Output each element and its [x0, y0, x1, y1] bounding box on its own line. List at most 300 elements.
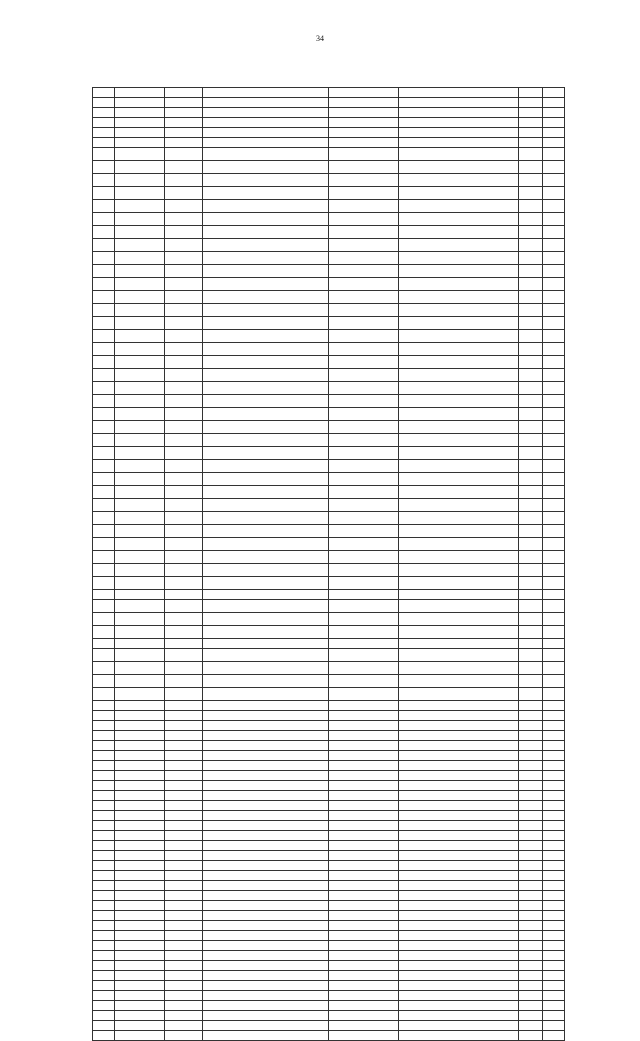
cell-month: [543, 1031, 565, 1041]
cell-no: [93, 408, 115, 421]
cell-no: [93, 801, 115, 811]
cell-no: [93, 317, 115, 330]
cell-work: [203, 304, 329, 317]
cell-month: [543, 200, 565, 213]
cell-month: [543, 138, 565, 148]
cell-month: [543, 369, 565, 382]
cell-no: [93, 551, 115, 564]
cell-no: [93, 512, 115, 525]
table-row: [93, 278, 565, 291]
cell-address: [329, 741, 399, 751]
table-row: [93, 881, 565, 891]
cell-no: [93, 343, 115, 356]
cell-work: [203, 781, 329, 791]
cell-address: [329, 981, 399, 991]
cell-month: [543, 639, 565, 649]
cell-work: [203, 473, 329, 486]
cell-district: [115, 382, 165, 395]
cell-no: [93, 841, 115, 851]
cell-work: [203, 577, 329, 590]
cell-address: [329, 821, 399, 831]
cell-settlement: [165, 551, 203, 564]
cell-no: [93, 675, 115, 688]
cell-year: [519, 613, 543, 626]
cell-work: [203, 138, 329, 148]
table-row: [93, 675, 565, 688]
cell-work: [203, 771, 329, 781]
cell-no: [93, 421, 115, 434]
cell-settlement: [165, 538, 203, 551]
cell-work: [203, 961, 329, 971]
cell-organization: [399, 330, 519, 343]
cell-settlement: [165, 317, 203, 330]
cell-year: [519, 721, 543, 731]
table-row: [93, 239, 565, 252]
table-row: [93, 108, 565, 118]
cell-address: [329, 512, 399, 525]
cell-address: [329, 831, 399, 841]
cell-no: [93, 128, 115, 138]
table-row: [93, 486, 565, 499]
table-row: [93, 538, 565, 551]
table-row: [93, 921, 565, 931]
cell-year: [519, 108, 543, 118]
table-row: [93, 941, 565, 951]
table-row: [93, 434, 565, 447]
cell-work: [203, 278, 329, 291]
cell-month: [543, 525, 565, 538]
cell-organization: [399, 434, 519, 447]
cell-organization: [399, 891, 519, 901]
cell-no: [93, 861, 115, 871]
cell-year: [519, 891, 543, 901]
cell-settlement: [165, 711, 203, 721]
cell-no: [93, 981, 115, 991]
cell-settlement: [165, 626, 203, 639]
cell-month: [543, 911, 565, 921]
cell-work: [203, 343, 329, 356]
cell-district: [115, 128, 165, 138]
cell-organization: [399, 741, 519, 751]
cell-district: [115, 577, 165, 590]
cell-address: [329, 187, 399, 200]
cell-month: [543, 1001, 565, 1011]
cell-work: [203, 408, 329, 421]
cell-month: [543, 252, 565, 265]
cell-settlement: [165, 473, 203, 486]
cell-address: [329, 771, 399, 781]
cell-district: [115, 901, 165, 911]
cell-organization: [399, 278, 519, 291]
cell-year: [519, 226, 543, 239]
cell-no: [93, 265, 115, 278]
cell-no: [93, 931, 115, 941]
page-number: 34: [316, 34, 324, 43]
cell-settlement: [165, 421, 203, 434]
cell-settlement: [165, 265, 203, 278]
cell-work: [203, 991, 329, 1001]
cell-address: [329, 98, 399, 108]
cell-settlement: [165, 148, 203, 161]
cell-month: [543, 711, 565, 721]
cell-no: [93, 891, 115, 901]
cell-district: [115, 148, 165, 161]
cell-year: [519, 118, 543, 128]
cell-address: [329, 148, 399, 161]
cell-address: [329, 265, 399, 278]
cell-district: [115, 499, 165, 512]
cell-no: [93, 831, 115, 841]
cell-year: [519, 1031, 543, 1041]
cell-address: [329, 564, 399, 577]
table-row: [93, 187, 565, 200]
cell-district: [115, 721, 165, 731]
cell-organization: [399, 851, 519, 861]
cell-address: [329, 226, 399, 239]
table-row: [93, 781, 565, 791]
cell-year: [519, 564, 543, 577]
cell-district: [115, 200, 165, 213]
cell-month: [543, 499, 565, 512]
cell-year: [519, 701, 543, 711]
cell-address: [329, 118, 399, 128]
cell-district: [115, 851, 165, 861]
cell-address: [329, 751, 399, 761]
cell-settlement: [165, 252, 203, 265]
cell-address: [329, 538, 399, 551]
table-row: [93, 811, 565, 821]
cell-work: [203, 981, 329, 991]
cell-district: [115, 421, 165, 434]
cell-district: [115, 931, 165, 941]
cell-organization: [399, 911, 519, 921]
cell-address: [329, 460, 399, 473]
cell-district: [115, 675, 165, 688]
cell-address: [329, 239, 399, 252]
cell-district: [115, 473, 165, 486]
cell-organization: [399, 861, 519, 871]
cell-organization: [399, 128, 519, 138]
cell-address: [329, 108, 399, 118]
cell-year: [519, 356, 543, 369]
cell-month: [543, 278, 565, 291]
table-row: [93, 213, 565, 226]
cell-work: [203, 881, 329, 891]
cell-organization: [399, 731, 519, 741]
cell-work: [203, 434, 329, 447]
cell-settlement: [165, 161, 203, 174]
cell-organization: [399, 148, 519, 161]
gasification-schedule-table: [92, 87, 565, 1041]
cell-settlement: [165, 356, 203, 369]
cell-address: [329, 613, 399, 626]
table-row: [93, 460, 565, 473]
cell-address: [329, 649, 399, 662]
cell-organization: [399, 317, 519, 330]
cell-year: [519, 213, 543, 226]
cell-year: [519, 473, 543, 486]
cell-work: [203, 252, 329, 265]
cell-month: [543, 447, 565, 460]
cell-no: [93, 369, 115, 382]
cell-address: [329, 551, 399, 564]
cell-address: [329, 688, 399, 701]
cell-district: [115, 891, 165, 901]
cell-settlement: [165, 741, 203, 751]
table-row: [93, 901, 565, 911]
cell-address: [329, 811, 399, 821]
cell-work: [203, 921, 329, 931]
cell-address: [329, 213, 399, 226]
cell-address: [329, 499, 399, 512]
cell-address: [329, 304, 399, 317]
table-row: [93, 971, 565, 981]
cell-year: [519, 951, 543, 961]
cell-year: [519, 881, 543, 891]
cell-address: [329, 701, 399, 711]
cell-organization: [399, 711, 519, 721]
cell-organization: [399, 343, 519, 356]
cell-year: [519, 265, 543, 278]
cell-address: [329, 961, 399, 971]
cell-work: [203, 590, 329, 600]
cell-year: [519, 991, 543, 1001]
cell-settlement: [165, 951, 203, 961]
cell-district: [115, 861, 165, 871]
table-row: [93, 265, 565, 278]
cell-organization: [399, 761, 519, 771]
cell-year: [519, 961, 543, 971]
cell-address: [329, 343, 399, 356]
cell-month: [543, 991, 565, 1001]
cell-address: [329, 891, 399, 901]
cell-month: [543, 841, 565, 851]
cell-month: [543, 971, 565, 981]
cell-no: [93, 278, 115, 291]
cell-organization: [399, 200, 519, 213]
cell-month: [543, 771, 565, 781]
cell-organization: [399, 600, 519, 613]
cell-district: [115, 1021, 165, 1031]
cell-year: [519, 851, 543, 861]
cell-no: [93, 881, 115, 891]
cell-no: [93, 200, 115, 213]
cell-work: [203, 98, 329, 108]
cell-district: [115, 525, 165, 538]
cell-month: [543, 486, 565, 499]
cell-year: [519, 921, 543, 931]
cell-work: [203, 662, 329, 675]
cell-no: [93, 356, 115, 369]
cell-settlement: [165, 278, 203, 291]
cell-no: [93, 460, 115, 473]
cell-address: [329, 721, 399, 731]
cell-work: [203, 600, 329, 613]
table-row: [93, 711, 565, 721]
cell-settlement: [165, 991, 203, 1001]
cell-year: [519, 499, 543, 512]
cell-year: [519, 434, 543, 447]
cell-month: [543, 98, 565, 108]
table-row: [93, 851, 565, 861]
cell-work: [203, 861, 329, 871]
cell-address: [329, 408, 399, 421]
cell-address: [329, 1021, 399, 1031]
cell-settlement: [165, 226, 203, 239]
cell-settlement: [165, 369, 203, 382]
cell-district: [115, 213, 165, 226]
cell-address: [329, 291, 399, 304]
cell-district: [115, 538, 165, 551]
cell-month: [543, 626, 565, 639]
cell-district: [115, 434, 165, 447]
cell-district: [115, 791, 165, 801]
cell-work: [203, 911, 329, 921]
cell-no: [93, 741, 115, 751]
cell-year: [519, 590, 543, 600]
cell-organization: [399, 226, 519, 239]
cell-month: [543, 891, 565, 901]
cell-month: [543, 239, 565, 252]
cell-organization: [399, 841, 519, 851]
cell-settlement: [165, 1001, 203, 1011]
cell-district: [115, 811, 165, 821]
cell-district: [115, 626, 165, 639]
cell-no: [93, 851, 115, 861]
cell-district: [115, 662, 165, 675]
table-row: [93, 731, 565, 741]
cell-district: [115, 741, 165, 751]
cell-district: [115, 831, 165, 841]
cell-year: [519, 460, 543, 473]
table-row: [93, 499, 565, 512]
cell-district: [115, 590, 165, 600]
cell-work: [203, 200, 329, 213]
cell-settlement: [165, 871, 203, 881]
cell-organization: [399, 161, 519, 174]
cell-organization: [399, 98, 519, 108]
cell-organization: [399, 662, 519, 675]
cell-district: [115, 731, 165, 741]
cell-month: [543, 395, 565, 408]
cell-district: [115, 781, 165, 791]
cell-address: [329, 731, 399, 741]
table-row: [93, 252, 565, 265]
table-row: [93, 118, 565, 128]
cell-year: [519, 911, 543, 921]
cell-no: [93, 1021, 115, 1031]
cell-month: [543, 590, 565, 600]
cell-no: [93, 486, 115, 499]
cell-settlement: [165, 931, 203, 941]
cell-work: [203, 148, 329, 161]
cell-work: [203, 891, 329, 901]
cell-address: [329, 941, 399, 951]
cell-year: [519, 512, 543, 525]
cell-district: [115, 330, 165, 343]
cell-address: [329, 356, 399, 369]
cell-address: [329, 278, 399, 291]
cell-no: [93, 971, 115, 981]
cell-organization: [399, 701, 519, 711]
cell-month: [543, 473, 565, 486]
cell-no: [93, 961, 115, 971]
cell-work: [203, 460, 329, 473]
cell-address: [329, 434, 399, 447]
cell-no: [93, 721, 115, 731]
cell-no: [93, 731, 115, 741]
cell-no: [93, 434, 115, 447]
cell-address: [329, 991, 399, 1001]
cell-organization: [399, 721, 519, 731]
cell-organization: [399, 395, 519, 408]
cell-address: [329, 801, 399, 811]
cell-settlement: [165, 771, 203, 781]
cell-settlement: [165, 911, 203, 921]
cell-work: [203, 761, 329, 771]
cell-no: [93, 711, 115, 721]
cell-settlement: [165, 600, 203, 613]
cell-organization: [399, 138, 519, 148]
cell-no: [93, 751, 115, 761]
table-row: [93, 161, 565, 174]
cell-settlement: [165, 486, 203, 499]
cell-month: [543, 731, 565, 741]
table-row: [93, 871, 565, 881]
cell-address: [329, 421, 399, 434]
cell-month: [543, 613, 565, 626]
cell-settlement: [165, 841, 203, 851]
table-row: [93, 408, 565, 421]
cell-settlement: [165, 187, 203, 200]
cell-year: [519, 941, 543, 951]
cell-year: [519, 525, 543, 538]
cell-settlement: [165, 408, 203, 421]
cell-year: [519, 791, 543, 801]
cell-settlement: [165, 460, 203, 473]
cell-month: [543, 801, 565, 811]
cell-settlement: [165, 675, 203, 688]
cell-year: [519, 88, 543, 98]
cell-district: [115, 564, 165, 577]
cell-address: [329, 841, 399, 851]
cell-organization: [399, 447, 519, 460]
table-row: [93, 226, 565, 239]
cell-organization: [399, 421, 519, 434]
cell-work: [203, 382, 329, 395]
cell-year: [519, 811, 543, 821]
cell-settlement: [165, 801, 203, 811]
cell-work: [203, 821, 329, 831]
cell-no: [93, 639, 115, 649]
cell-organization: [399, 1001, 519, 1011]
table-row: [93, 911, 565, 921]
cell-organization: [399, 213, 519, 226]
cell-district: [115, 688, 165, 701]
cell-work: [203, 226, 329, 239]
cell-organization: [399, 688, 519, 701]
cell-year: [519, 330, 543, 343]
cell-district: [115, 369, 165, 382]
cell-year: [519, 1011, 543, 1021]
table-row: [93, 761, 565, 771]
cell-settlement: [165, 291, 203, 304]
cell-district: [115, 881, 165, 891]
table-row: [93, 343, 565, 356]
cell-settlement: [165, 921, 203, 931]
cell-month: [543, 265, 565, 278]
cell-district: [115, 771, 165, 781]
